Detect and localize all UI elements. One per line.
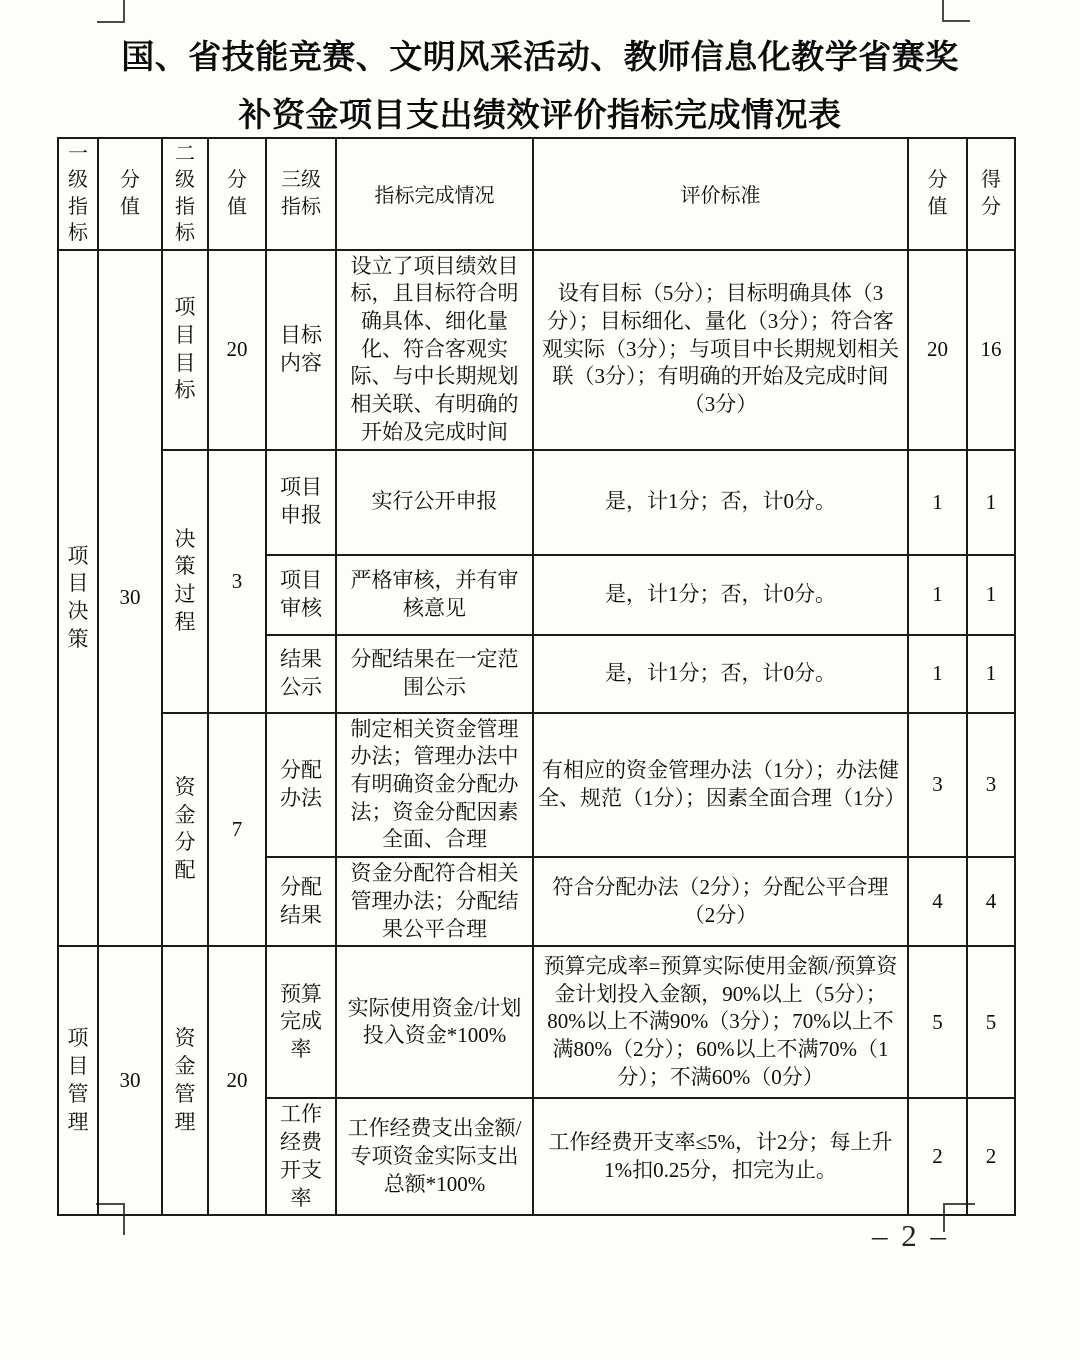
level2-score-cell: 7 — [208, 713, 266, 947]
level2-cell: 资金分配 — [162, 713, 208, 947]
completion-cell: 工作经费支出金额/专项资金实际支出总额*100% — [336, 1098, 533, 1215]
level2-score-cell: 3 — [208, 450, 266, 713]
criteria-cell: 工作经费开支率≤5%，计2分；每上升1%扣0.25分，扣完为止。 — [533, 1098, 908, 1215]
score-cell: 2 — [908, 1098, 967, 1215]
criteria-cell: 是，计1分；否，计0分。 — [533, 450, 908, 555]
criteria-cell: 有相应的资金管理办法（1分）；办法健全、规范（1分）；因素全面合理（1分） — [533, 713, 908, 858]
level3-cell: 工作经费开支率 — [266, 1098, 336, 1215]
completion-cell: 实行公开申报 — [336, 450, 533, 555]
level1-score-cell: 30 — [98, 250, 162, 947]
earned-cell: 2 — [967, 1098, 1015, 1215]
table-row — [58, 250, 1015, 450]
level3-cell: 项目申报 — [266, 450, 336, 555]
level2-cell: 资金管理 — [162, 946, 208, 1215]
page-number: – 2 – — [872, 1218, 949, 1253]
earned-cell: 5 — [967, 946, 1015, 1098]
evaluation-table — [57, 137, 1016, 1216]
level3-cell: 目标内容 — [266, 250, 336, 450]
score-cell: 3 — [908, 713, 967, 858]
criteria-cell: 符合分配办法（2分）；分配公平合理（2分） — [533, 857, 908, 946]
crop-mark-top-right — [942, 0, 970, 22]
completion-cell: 制定相关资金管理办法；管理办法中有明确资金分配办法；资金分配因素全面、合理 — [336, 713, 533, 858]
table-row — [58, 946, 1015, 1098]
document-title — [0, 28, 1080, 144]
earned-cell: 1 — [967, 555, 1015, 635]
level1-score-cell: 30 — [98, 946, 162, 1215]
header-earned: 得分 — [967, 138, 1015, 250]
completion-cell: 严格审核，并有审核意见 — [336, 555, 533, 635]
level3-cell: 分配结果 — [266, 857, 336, 946]
header-score-1: 分值 — [98, 138, 162, 250]
title-line-2: 补资金项目支出绩效评价指标完成情况表 — [238, 96, 842, 133]
level2-cell: 决策过程 — [162, 450, 208, 713]
level1-cell: 项目决策 — [58, 250, 98, 947]
table-row — [58, 450, 1015, 555]
completion-cell: 分配结果在一定范围公示 — [336, 635, 533, 713]
header-score-2: 分值 — [208, 138, 266, 250]
title-line-1: 国、省技能竞赛、文明风采活动、教师信息化教学省赛奖 — [121, 38, 959, 75]
header-level2-indicator: 二级指标 — [162, 138, 208, 250]
earned-cell: 4 — [967, 857, 1015, 946]
level3-cell: 结果公示 — [266, 635, 336, 713]
level2-cell: 项目目标 — [162, 250, 208, 450]
score-cell: 20 — [908, 250, 967, 450]
header-completion: 指标完成情况 — [336, 138, 533, 250]
header-score: 分值 — [908, 138, 967, 250]
header-level3-indicator: 三级指标 — [266, 138, 336, 250]
completion-cell: 设立了项目绩效目标，且目标符合明确具体、细化量化、符合客观实际、与中长期规划相关联、有明确的开始及完成时间 — [336, 250, 533, 450]
score-cell: 4 — [908, 857, 967, 946]
score-cell: 1 — [908, 635, 967, 713]
level3-cell: 分配办法 — [266, 713, 336, 858]
score-cell: 1 — [908, 450, 967, 555]
table-row — [58, 713, 1015, 858]
level2-score-cell: 20 — [208, 946, 266, 1215]
header-criteria: 评价标准 — [533, 138, 908, 250]
completion-cell: 资金分配符合相关管理办法；分配结果公平合理 — [336, 857, 533, 946]
table-header-row — [58, 138, 1015, 250]
level3-cell: 预算完成率 — [266, 946, 336, 1098]
criteria-cell: 是，计1分；否，计0分。 — [533, 635, 908, 713]
level3-cell: 项目审核 — [266, 555, 336, 635]
earned-cell: 16 — [967, 250, 1015, 450]
completion-cell: 实际使用资金/计划投入资金*100% — [336, 946, 533, 1098]
earned-cell: 1 — [967, 450, 1015, 555]
crop-mark-top-left — [97, 0, 125, 23]
criteria-cell: 设有目标（5分）；目标明确具体（3分）；目标细化、量化（3分）；符合客观实际（3分）；与项目中长期规划相关联（3分）；有明确的开始及完成时间（3分） — [533, 250, 908, 450]
level2-score-cell: 20 — [208, 250, 266, 450]
level1-cell: 项目管理 — [58, 946, 98, 1215]
header-level1-indicator: 一级指标 — [58, 138, 98, 250]
score-cell: 1 — [908, 555, 967, 635]
criteria-cell: 是，计1分；否，计0分。 — [533, 555, 908, 635]
earned-cell: 3 — [967, 713, 1015, 858]
criteria-cell: 预算完成率=预算实际使用金额/预算资金计划投入金额，90%以上（5分）；80%以上不满90%（3分）；70%以上不满80%（2分）；60%以上不满70%（1分）；不满60%（0分） — [533, 946, 908, 1098]
score-cell: 5 — [908, 946, 967, 1098]
earned-cell: 1 — [967, 635, 1015, 713]
